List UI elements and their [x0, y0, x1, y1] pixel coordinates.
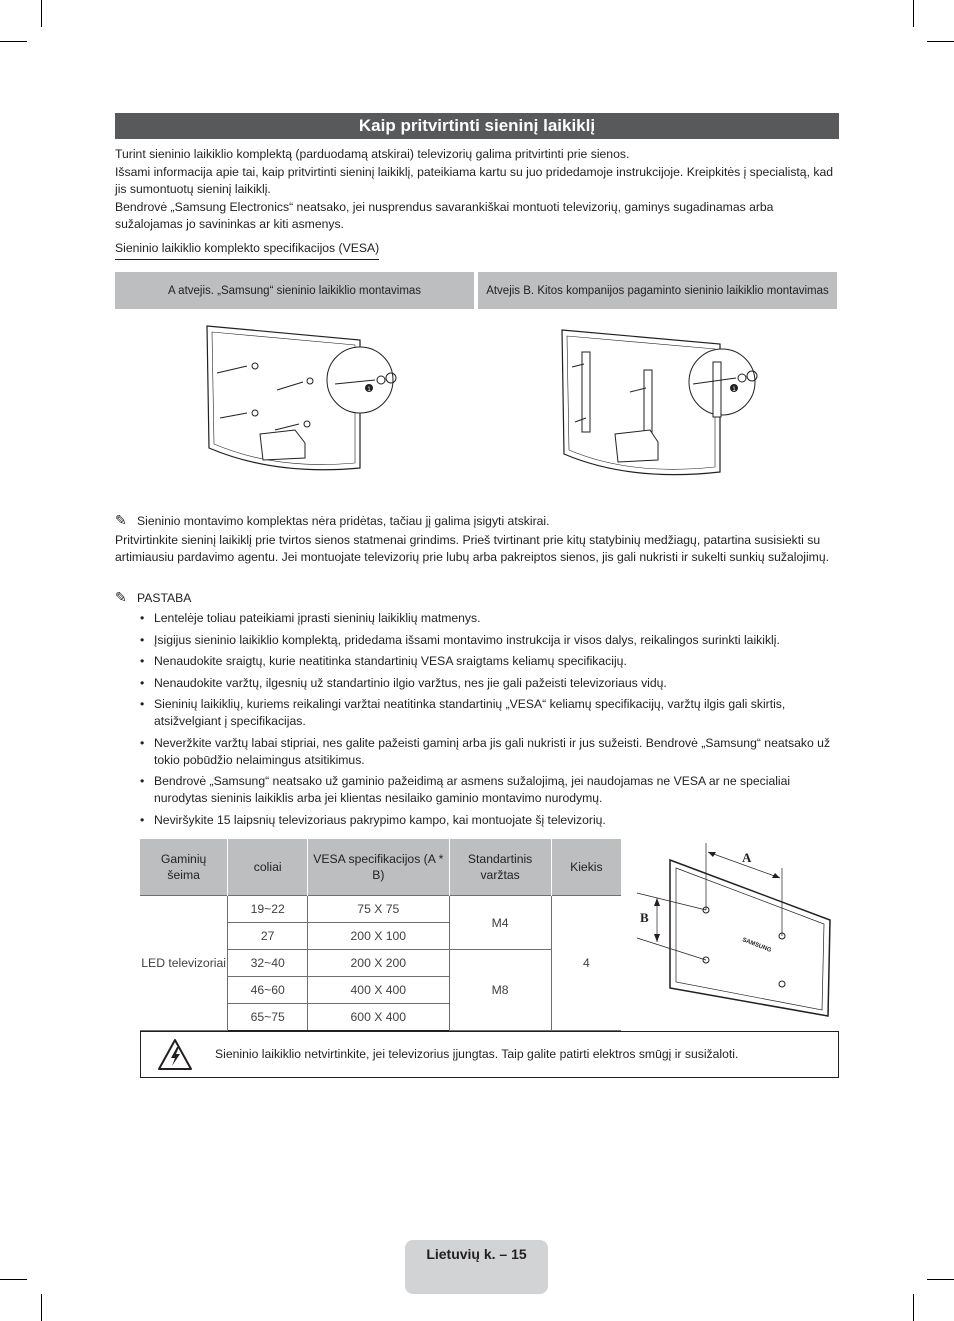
table-cell: 75 X 75: [308, 896, 449, 923]
case-a-header: A atvejis. „Samsung“ sieninio laikiklio montavimas: [115, 272, 474, 309]
pencil-icon: ✎: [115, 512, 127, 528]
note-text: Sieninio montavimo komplektas nėra pridėtas, tačiau jį galima įsigyti atskirai.: [137, 514, 550, 528]
table-header: Gaminių šeima: [140, 839, 228, 896]
intro-paragraph: Išsami informacija apie tai, kaip pritvirtinti sieninį laikiklį, pateikiama kartu su juo pridedamoje instrukcijoje. Kreipkitės į specialistą, kad jis sumontuotų sieninį laikiklį.: [115, 164, 834, 196]
crop-mark: [0, 1279, 27, 1280]
electric-shock-warning-icon: [157, 1038, 193, 1071]
callout-number: 1: [732, 387, 736, 393]
table-cell: 600 X 400: [308, 1004, 449, 1031]
list-item: • Neviršykite 15 laipsnių televizoriaus pakrypimo kampo, kai montuojate šį televizorių.: [140, 812, 840, 829]
page-number: Lietuvių k. – 15: [426, 1246, 527, 1262]
crop-mark: [927, 41, 954, 42]
page-title: Kaip pritvirtinti sieninį laikiklį: [115, 113, 839, 139]
crop-mark: [0, 41, 27, 42]
table-header: Standartinis varžtas: [449, 839, 551, 896]
vesa-dimension-diagram: [632, 838, 837, 1023]
list-item: • Nenaudokite varžtų, ilgesnių už standartinio ilgio varžtus, nes jie gali pažeisti televizoriaus vidų.: [140, 675, 840, 692]
table-header: coliai: [228, 839, 308, 896]
mounting-paragraph: Pritvirtinkite sieninį laikiklį prie tvirtos sienos statmenai grindims. Prieš tvirtinant prie kitų statybinių medžiagų, patartina susisiekti su artimiausiu pardavimo agentu. Jei montuojate televizorių prie lubų arba pakreiptos sienos, jis gali nukristi ir sukelti sunkių sužalojimų.: [115, 533, 829, 564]
case-b-header: Atvejis B. Kitos kompanijos pagaminto sieninio laikiklio montavimas: [478, 272, 837, 309]
dimension-label-b: B: [640, 910, 649, 925]
list-item: • Bendrovė „Samsung“ neatsako už gaminio pažeidimą ar asmens sužalojimą, jei naudojamas ne VESA ar ne specialiai nurodytas sieninis laikiklis arba jei klientas nesilaiko gaminio montavimo nurodymų.: [140, 773, 840, 807]
table-header: VESA specifikacijos (A * B): [308, 839, 449, 896]
note-kit: [115, 512, 550, 530]
table-cell: 65~75: [228, 1004, 308, 1031]
warning-text: Sieninio laikiklio netvirtinkite, jei televizorius įjungtas. Taip galite patirti elektros smūgį ir susižaloti.: [215, 1047, 739, 1061]
table-cell: 400 X 400: [308, 977, 449, 1004]
crop-mark: [913, 1294, 914, 1321]
crop-mark: [913, 0, 914, 27]
pencil-icon: ✎: [115, 589, 127, 605]
list-item: • Neveržkite varžtų labai stipriai, nes galite pažeisti gaminį arba jis gali nukristi ir jus sužeisti. Bendrovė „Samsung“ neatsako už tokio pobūdžio nelaimingus atsitikimus.: [140, 735, 840, 769]
page-number-tab: [405, 1240, 548, 1294]
callout-number: 1: [367, 387, 371, 393]
note-label: PASTABA: [137, 591, 192, 605]
crop-mark: [927, 1279, 954, 1280]
table-header: Kiekis: [551, 839, 621, 896]
table-cell: M8: [449, 950, 551, 1031]
table-cell: 27: [228, 923, 308, 950]
table-cell: 32~40: [228, 950, 308, 977]
crop-mark: [41, 1294, 42, 1321]
note-bullet-list: [140, 610, 840, 833]
table-cell: 46~60: [228, 977, 308, 1004]
vesa-spec-table: [140, 839, 621, 1031]
list-item: • Lentelėje toliau pateikiami įprasti sieninių laikiklių matmenys.: [140, 610, 840, 627]
dimension-label-a: A: [742, 850, 752, 865]
list-item: • Nenaudokite sraigtų, kurie neatitinka standartinių VESA sraigtams keliamų specifikacijų.: [140, 653, 840, 670]
table-cell: 200 X 200: [308, 950, 449, 977]
table-header-row: [140, 839, 621, 896]
list-item: • Sieninių laikiklių, kuriems reikalingi varžtai neatitinka standartinių „VESA“ keliamų specifikacijų, varžtų ilgis gali skirtis, atsižvelgiant į specifikacijas.: [140, 696, 840, 730]
table-cell-family: LED televizoriai: [140, 896, 228, 1031]
mount-illustration-a: [195, 318, 415, 483]
table-row: [140, 896, 621, 923]
crop-mark: [41, 0, 42, 27]
table-cell: M4: [449, 896, 551, 950]
mount-illustration-b: [550, 322, 770, 487]
intro-paragraph: Turint sieninio laikiklio komplektą (parduodamą atskirai) televizorių galima pritvirtinti prie sienos.: [115, 147, 630, 161]
intro-text: [115, 146, 839, 234]
table-cell: 200 X 100: [308, 923, 449, 950]
warning-box: [140, 1031, 839, 1078]
table-cell: 4: [551, 896, 621, 1031]
intro-paragraph: Bendrovė „Samsung Electronics“ neatsako, jei nusprendus savarankiškai montuoti televizorių, gaminys sugadinamas arba sužalojamas jo savininkas ar kiti asmenys.: [115, 199, 774, 231]
spec-heading: Sieninio laikiklio komplekto specifikacijos (VESA): [115, 240, 379, 260]
note-header: [115, 589, 191, 607]
brand-logo: SAMSUNG: [741, 937, 773, 954]
table-cell: 19~22: [228, 896, 308, 923]
list-item: • Įsigijus sieninio laikiklio komplektą, pridedama išsami montavimo instrukcija ir visos dalys, reikalingos surinkti laikiklį.: [140, 632, 840, 649]
